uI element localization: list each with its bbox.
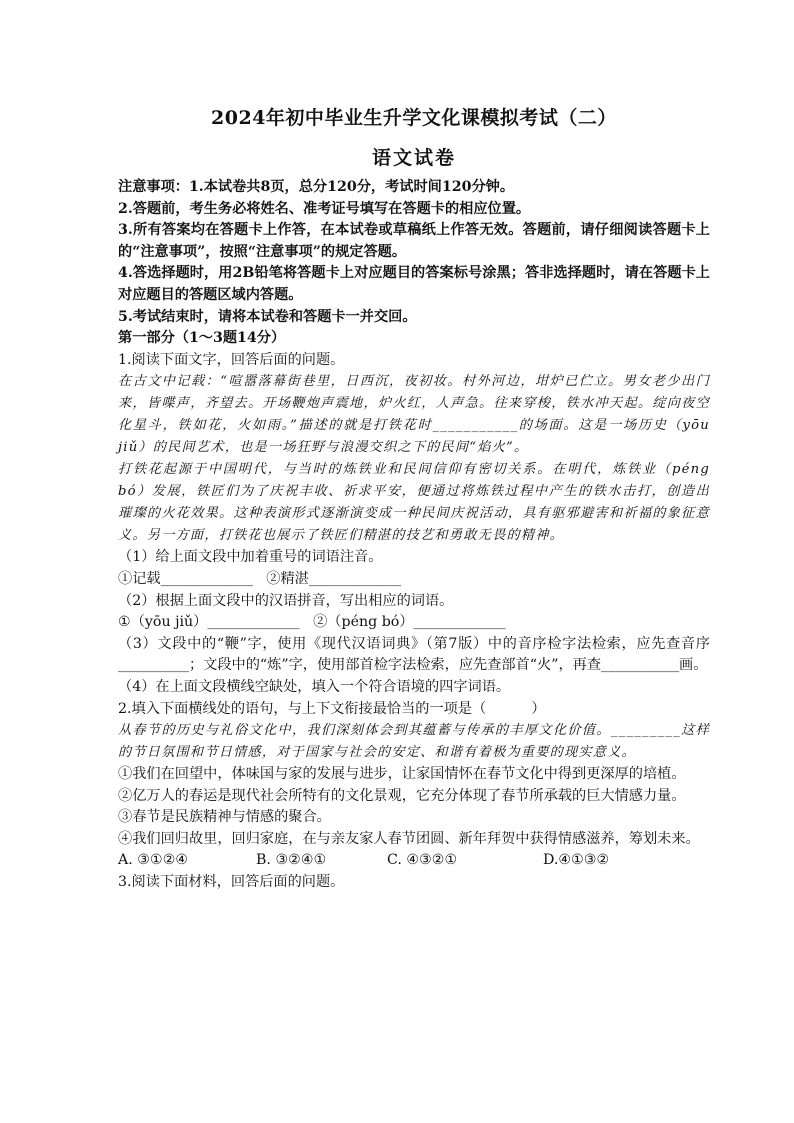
q2-options [118,850,710,872]
notice-line-4: 4.答选择题时，用2B铅笔将答题卡上对应题目的答案标号涂黑；答非选择题时，请在答题卡上对应题目的答题区域内答题。 [118,265,710,303]
q1-sub1-answer: ①记载_____________ ②精湛_____________ [118,570,402,587]
q1-sub3: （3）文段中的“鞭”字，使用《现代汉语词典》（第7版）中的音序检字法检索，应先查音序__________；文段中的“炼”字，使用部首检字法检索，应先查部首“火”，再查___________画。 [118,635,710,674]
exam-title: 2024年初中毕业生升学文化课模拟考试（二） [211,107,617,129]
q2-item-2: ②亿万人的春运是现代社会所特有的文化景观，它充分体现了春节所承载的巨大情感力量。 [118,787,686,804]
q1-passage-1: 在古文中记载：“喧嚣落幕街巷里，日西沉，夜初妆。村外河边，坩炉已伫立。男女老少出门来，皆喋声，齐望去。开场鞭炮声震地，炉火红，人声急。往来穿梭，铁水冲天起。绽向夜空化星斗，铁如花，火如雨。”描述的就是打铁花时___________的场面。这是一场历史（yōu jiǔ）的民间艺术，也是一场狂野与浪漫交织之下的民间“焰火”。 [118,374,716,456]
notice-line-3: 3.所有答案均在答题卡上作答，在本试卷或草稿纸上作答无效。答题前，请仔细阅读答题卡上的“注意事项”，按照“注意事项”的规定答题。 [118,222,710,260]
q2-item-3: ③春节是民族精神与情感的聚合。 [118,809,331,826]
notice-line-1: 注意事项：1.本试卷共8页，总分120分，考试时间120分钟。 [118,179,515,195]
q2-passage: 从春节的历史与礼俗文化中，我们深刻体会到其蕴蓄与传承的丰厚文化价值。_________这样的节日氛围和节日情感，对于国家与社会的安定、和谐有着极为重要的现实意义。 [118,723,710,761]
q1-sub2: （2）根据上面文段中的汉语拼音，写出相应的词语。 [118,592,454,609]
q1-passage-2: 打铁花起源于中国明代，与当时的炼铁业和民间信仰有密切关系。在明代，炼铁业（péng bó）发展，铁匠们为了庆祝丰收、祈求平安，便通过将炼铁过程中产生的铁水击打，创造出璀璨的火花效果。这种表演形式逐渐演变成一种民间庆祝活动，具有驱邪避害和祈福的象征意义。另一方面，打铁花也展示了铁匠们精湛的技艺和勇敢无畏的精神。 [118,462,716,544]
q2-stem: 2.填入下面横线处的语句，与上下文衔接最恰当的一项是（ ） [118,700,546,717]
q2-item-4: ④我们回归故里，回归家庭，在与亲友家人春节团圆、新年拜贺中获得情感滋养，筹划未来。 [118,830,700,847]
question-2 [118,699,710,873]
q2-option-a: A. ③①②④ [118,852,189,869]
q3-stem: 3.阅读下面材料，回答后面的问题。 [118,874,345,891]
q2-item-1: ①我们在回望中，体味国与家的发展与进步，让家国情怀在春节文化中得到更深厚的培植。 [118,766,686,783]
q2-option-c: C. ④③②① [387,852,458,869]
q2-option-b: B. ③②④① [256,852,327,869]
q1-stem: 1.阅读下面文字，回答后面的问题。 [118,351,345,368]
q1-sub2-answer: ①（yōu jiǔ）_____________ ②（péng bó）_____________ [118,614,506,631]
q2-option-d: D.④①③② [543,852,610,869]
q1-sub1: （1）给上面文段中加着重号的词语注音。 [118,549,383,566]
notice-line-2: 2.答题前，考生务必将姓名、准考证号填写在答题卡的相应位置。 [118,200,531,217]
notice-block [118,177,710,328]
question-3 [118,872,710,894]
q1-sub4: （4）在上面文段横线空缺处，填入一个符合语境的四字词语。 [118,678,511,695]
part1-heading: 第一部分（1～3题14分） [118,330,286,347]
question-1 [118,350,716,699]
notice-line-5: 5.考试结束时，请将本试卷和答题卡一并交回。 [118,308,417,325]
exam-subtitle: 语文试卷 [371,147,456,169]
